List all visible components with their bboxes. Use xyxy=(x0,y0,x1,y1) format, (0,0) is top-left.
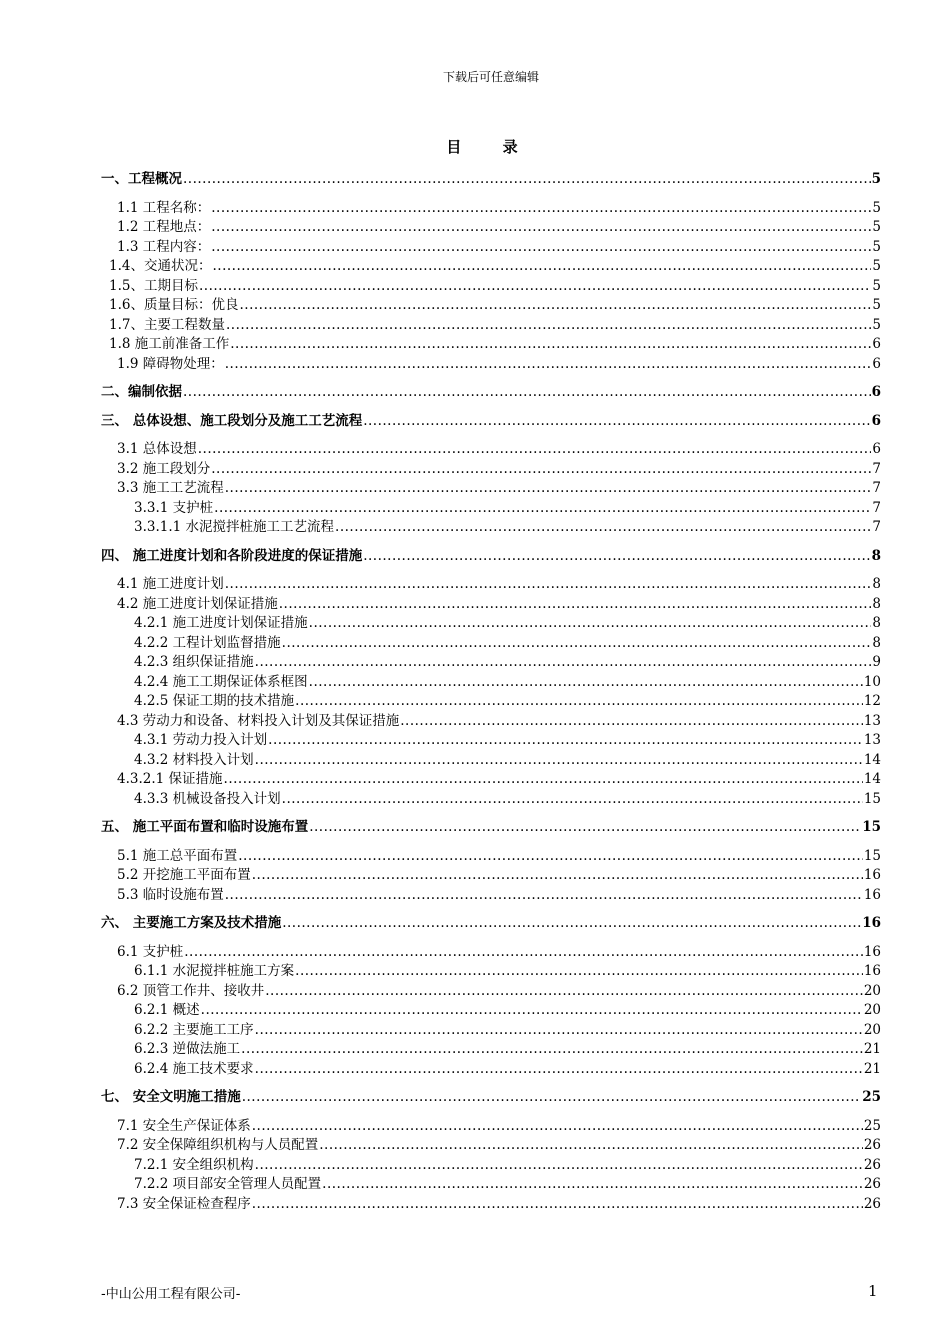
toc-entry[interactable] xyxy=(101,866,881,886)
toc-leader-dots xyxy=(309,818,861,838)
toc-entry-title: 6.2.2 主要施工工序 xyxy=(134,1021,254,1038)
toc-leader-dots xyxy=(183,170,871,190)
toc-entry-page: 15 xyxy=(863,790,881,807)
toc-entry-title: 1.3 工程内容： xyxy=(117,238,211,255)
toc-entry-page: 5 xyxy=(872,258,881,274)
toc-entry[interactable] xyxy=(101,751,881,771)
toc-entry[interactable] xyxy=(101,355,881,375)
toc-entry[interactable] xyxy=(101,614,881,634)
toc-entry[interactable] xyxy=(101,199,881,219)
toc-entry-page: 14 xyxy=(863,771,881,787)
toc-entry-title: 1.4、交通状况： xyxy=(109,258,212,274)
toc-entry[interactable] xyxy=(101,712,881,732)
toc-entry[interactable] xyxy=(101,653,881,673)
toc-leader-dots xyxy=(295,962,863,982)
toc-entry-page: 6 xyxy=(872,441,881,457)
toc-entry[interactable] xyxy=(101,1156,881,1176)
toc-entry-title: 6.2 顶管工作井、接收井 xyxy=(117,982,265,999)
footer-page-number: 1 xyxy=(868,1282,878,1300)
toc-entry-title: 7.1 安全生产保证体系 xyxy=(117,1117,251,1134)
toc-entry-title: 4.3 劳动力和设备、材料投入计划及其保证措施 xyxy=(117,712,400,729)
toc-entry-title: 3.1 总体设想 xyxy=(117,441,197,457)
toc-entry-page: 6 xyxy=(871,384,881,400)
toc-leader-dots xyxy=(400,712,863,732)
toc-leader-dots xyxy=(309,673,863,693)
toc-entry-title: 7.3 安全保证检查程序 xyxy=(117,1195,251,1212)
toc-entry-title: 6.2.3 逆做法施工 xyxy=(134,1041,241,1057)
toc-entry-page: 10 xyxy=(863,673,881,690)
toc-entry-title: 5.2 开挖施工平面布置 xyxy=(117,867,251,883)
toc-entry-title: 1.5、工期目标 xyxy=(109,277,198,294)
toc-entry[interactable] xyxy=(101,595,881,615)
toc-entry-title: 4.1 施工进度计划 xyxy=(117,576,224,592)
toc-entry-page: 5 xyxy=(872,238,881,255)
toc-entry-title: 1.8 施工前准备工作 xyxy=(109,336,230,352)
toc-entry-page: 26 xyxy=(863,1195,881,1212)
toc-entry[interactable] xyxy=(101,316,881,336)
toc-entry-page: 7 xyxy=(872,499,881,516)
toc-entry-title: 3.3.1.1 水泥搅拌桩施工工艺流程 xyxy=(134,519,335,535)
toc-entry[interactable] xyxy=(101,575,881,595)
toc-entry[interactable] xyxy=(101,1060,881,1080)
toc-entry-title: 三、 总体设想、施工段划分及施工工艺流程 xyxy=(101,412,363,429)
toc-leader-dots xyxy=(255,653,872,673)
toc-entry-page: 15 xyxy=(862,819,881,835)
toc-entry-title: 6.2.1 概述 xyxy=(134,1002,200,1018)
toc-leader-dots xyxy=(211,199,871,219)
toc-leader-dots xyxy=(239,296,871,316)
toc-entry-page: 8 xyxy=(872,595,881,612)
toc-entry[interactable] xyxy=(101,440,881,460)
toc-entry-page: 8 xyxy=(871,547,881,564)
toc-entry-page: 6 xyxy=(872,355,881,372)
toc-entry[interactable] xyxy=(101,962,881,982)
toc-leader-dots xyxy=(212,257,871,277)
toc-leader-dots xyxy=(201,1001,863,1021)
toc-entry-title: 一、工程概况 xyxy=(101,171,182,187)
toc-entry[interactable] xyxy=(101,673,881,693)
toc-entry[interactable] xyxy=(101,518,881,538)
toc-entry[interactable] xyxy=(101,1175,881,1195)
toc-leader-dots xyxy=(363,412,870,432)
toc-entry[interactable] xyxy=(101,547,881,567)
toc-entry-title: 3.2 施工段划分 xyxy=(117,460,211,477)
toc-entry-page: 7 xyxy=(872,519,881,535)
toc-leader-dots xyxy=(242,1088,862,1108)
toc-leader-dots xyxy=(211,218,871,238)
toc-leader-dots xyxy=(319,1136,863,1156)
toc-leader-dots xyxy=(279,595,872,615)
toc-entry[interactable] xyxy=(101,296,881,316)
toc-entry-title: 1.1 工程名称： xyxy=(117,199,211,216)
toc-entry-page: 5 xyxy=(872,297,881,313)
toc-entry[interactable] xyxy=(101,257,881,277)
toc-entry-title: 4.3.2 材料投入计划 xyxy=(134,751,254,768)
toc-entry[interactable] xyxy=(101,1117,881,1137)
toc-leader-dots xyxy=(335,518,871,538)
toc-entry-page: 6 xyxy=(871,412,881,429)
toc-entry-page: 21 xyxy=(863,1060,881,1077)
toc-entry-page: 9 xyxy=(872,654,881,670)
toc-leader-dots xyxy=(224,770,863,790)
toc-entry-page: 7 xyxy=(872,460,881,477)
toc-entry-page: 5 xyxy=(872,199,881,216)
toc-entry-title: 七、 安全文明施工措施 xyxy=(101,1089,241,1105)
toc-entry-page: 16 xyxy=(863,943,881,960)
toc-entry-title: 5.1 施工总平面布置 xyxy=(117,847,238,864)
toc-entry-title: 五、 施工平面布置和临时设施布置 xyxy=(101,819,309,835)
toc-entry-title: 1.2 工程地点： xyxy=(117,219,211,235)
toc-entry[interactable] xyxy=(101,818,881,838)
toc-leader-dots xyxy=(241,1040,863,1060)
toc-entry-title: 7.2.2 项目部安全管理人员配置 xyxy=(134,1176,322,1192)
toc-entry-page: 25 xyxy=(863,1117,881,1134)
toc-leader-dots xyxy=(363,547,870,567)
table-of-contents xyxy=(101,170,881,1214)
toc-entry[interactable] xyxy=(101,479,881,499)
toc-leader-dots xyxy=(225,575,872,595)
toc-entry-page: 15 xyxy=(863,847,881,864)
toc-entry-page: 12 xyxy=(863,693,881,709)
toc-entry[interactable] xyxy=(101,170,881,190)
toc-leader-dots xyxy=(282,914,861,934)
toc-entry-page: 16 xyxy=(863,963,881,979)
toc-entry[interactable] xyxy=(101,1021,881,1041)
toc-entry-page: 20 xyxy=(863,982,881,999)
toc-entry[interactable] xyxy=(101,1136,881,1156)
toc-entry-page: 14 xyxy=(863,751,881,768)
toc-entry-page: 26 xyxy=(863,1176,881,1192)
toc-leader-dots xyxy=(184,943,863,963)
toc-entry-title: 4.2 施工进度计划保证措施 xyxy=(117,595,278,612)
toc-leader-dots xyxy=(255,1156,863,1176)
toc-entry-page: 20 xyxy=(863,1021,881,1038)
toc-entry-page: 26 xyxy=(863,1137,881,1153)
toc-entry-title: 6.2.4 施工技术要求 xyxy=(134,1060,254,1077)
toc-entry-title: 7.2 安全保障组织机构与人员配置 xyxy=(117,1137,319,1153)
toc-entry[interactable] xyxy=(101,914,881,934)
toc-entry-page: 21 xyxy=(863,1041,881,1057)
toc-leader-dots xyxy=(226,316,871,336)
toc-entry-page: 5 xyxy=(871,171,881,187)
toc-entry[interactable] xyxy=(101,770,881,790)
toc-leader-dots xyxy=(225,479,872,499)
toc-entry[interactable] xyxy=(101,1195,881,1215)
toc-entry-title: 1.7、主要工程数量 xyxy=(109,316,225,333)
toc-entry[interactable] xyxy=(101,731,881,751)
toc-entry-title: 6.1.1 水泥搅拌桩施工方案 xyxy=(134,963,295,979)
toc-entry[interactable] xyxy=(101,847,881,867)
toc-entry[interactable] xyxy=(101,634,881,654)
toc-entry-title: 4.2.2 工程计划监督措施 xyxy=(134,634,281,651)
toc-entry[interactable] xyxy=(101,790,881,810)
toc-leader-dots xyxy=(225,886,863,906)
toc-entry-page: 7 xyxy=(872,480,881,496)
toc-entry-title: 六、 主要施工方案及技术措施 xyxy=(101,915,282,931)
toc-entry[interactable] xyxy=(101,1088,881,1108)
toc-leader-dots xyxy=(214,499,871,519)
toc-leader-dots xyxy=(265,982,863,1002)
toc-entry[interactable] xyxy=(101,982,881,1002)
toc-entry-title: 3.3 施工工艺流程 xyxy=(117,480,224,496)
toc-leader-dots xyxy=(255,1021,863,1041)
toc-leader-dots xyxy=(199,277,871,297)
toc-leader-dots xyxy=(282,790,863,810)
toc-entry[interactable] xyxy=(101,1001,881,1021)
toc-leader-dots xyxy=(211,238,871,258)
page-header: 下载后可任意编辑 xyxy=(442,70,539,84)
toc-entry[interactable] xyxy=(101,499,881,519)
toc-leader-dots xyxy=(322,1175,863,1195)
toc-entry[interactable] xyxy=(101,943,881,963)
toc-entry[interactable] xyxy=(101,412,881,432)
toc-entry-title: 4.2.3 组织保证措施 xyxy=(134,654,254,670)
toc-entry[interactable] xyxy=(101,277,881,297)
toc-title: 目 录 xyxy=(446,138,536,156)
toc-entry[interactable] xyxy=(101,1040,881,1060)
toc-entry[interactable] xyxy=(101,460,881,480)
toc-entry-title: 3.3.1 支护桩 xyxy=(134,499,214,516)
toc-entry-title: 4.3.1 劳动力投入计划 xyxy=(134,732,268,748)
toc-leader-dots xyxy=(252,866,863,886)
toc-entry[interactable] xyxy=(101,218,881,238)
toc-entry[interactable] xyxy=(101,692,881,712)
toc-entry-page: 5 xyxy=(872,316,881,333)
toc-leader-dots xyxy=(295,692,863,712)
toc-entry-page: 16 xyxy=(863,867,881,883)
toc-entry-title: 4.3.2.1 保证措施 xyxy=(117,771,223,787)
toc-entry-title: 5.3 临时设施布置 xyxy=(117,886,224,903)
toc-leader-dots xyxy=(255,1060,863,1080)
toc-entry-title: 4.2.1 施工进度计划保证措施 xyxy=(134,615,308,631)
toc-entry[interactable] xyxy=(101,886,881,906)
toc-entry-page: 16 xyxy=(862,915,881,931)
toc-entry-page: 6 xyxy=(872,336,881,352)
toc-entry-page: 26 xyxy=(863,1156,881,1173)
toc-leader-dots xyxy=(211,460,871,480)
toc-leader-dots xyxy=(255,751,863,771)
toc-entry[interactable] xyxy=(101,383,881,403)
footer-company: -中山公用工程有限公司- xyxy=(101,1287,241,1302)
toc-entry-title: 四、 施工进度计划和各阶段进度的保证措施 xyxy=(101,547,363,564)
toc-entry-page: 16 xyxy=(863,886,881,903)
toc-entry[interactable] xyxy=(101,238,881,258)
toc-entry-page: 8 xyxy=(872,634,881,651)
toc-leader-dots xyxy=(309,614,872,634)
toc-leader-dots xyxy=(230,335,871,355)
toc-entry[interactable] xyxy=(101,335,881,355)
toc-leader-dots xyxy=(268,731,863,751)
toc-leader-dots xyxy=(252,1195,863,1215)
toc-leader-dots xyxy=(252,1117,863,1137)
toc-leader-dots xyxy=(238,847,863,867)
toc-entry-page: 13 xyxy=(863,712,881,729)
toc-leader-dots xyxy=(183,383,871,403)
toc-entry-page: 25 xyxy=(862,1089,881,1105)
toc-entry-page: 13 xyxy=(863,732,881,748)
toc-entry-page: 5 xyxy=(872,219,881,235)
toc-entry-title: 1.9 障碍物处理： xyxy=(117,355,224,372)
toc-entry-page: 20 xyxy=(863,1002,881,1018)
toc-entry-page: 8 xyxy=(872,615,881,631)
toc-entry-title: 1.6、质量目标：优良 xyxy=(109,297,239,313)
toc-leader-dots xyxy=(225,355,872,375)
toc-entry-page: 5 xyxy=(872,277,881,294)
toc-entry-title: 二、编制依据 xyxy=(101,384,182,400)
toc-entry-page: 8 xyxy=(872,576,881,592)
toc-entry-title: 6.1 支护桩 xyxy=(117,943,184,960)
toc-entry-title: 4.3.3 机械设备投入计划 xyxy=(134,790,281,807)
toc-entry-title: 4.2.5 保证工期的技术措施 xyxy=(134,693,295,709)
toc-leader-dots xyxy=(198,440,872,460)
toc-entry-title: 7.2.1 安全组织机构 xyxy=(134,1156,254,1173)
toc-entry-title: 4.2.4 施工工期保证体系框图 xyxy=(134,673,308,690)
toc-leader-dots xyxy=(282,634,872,654)
